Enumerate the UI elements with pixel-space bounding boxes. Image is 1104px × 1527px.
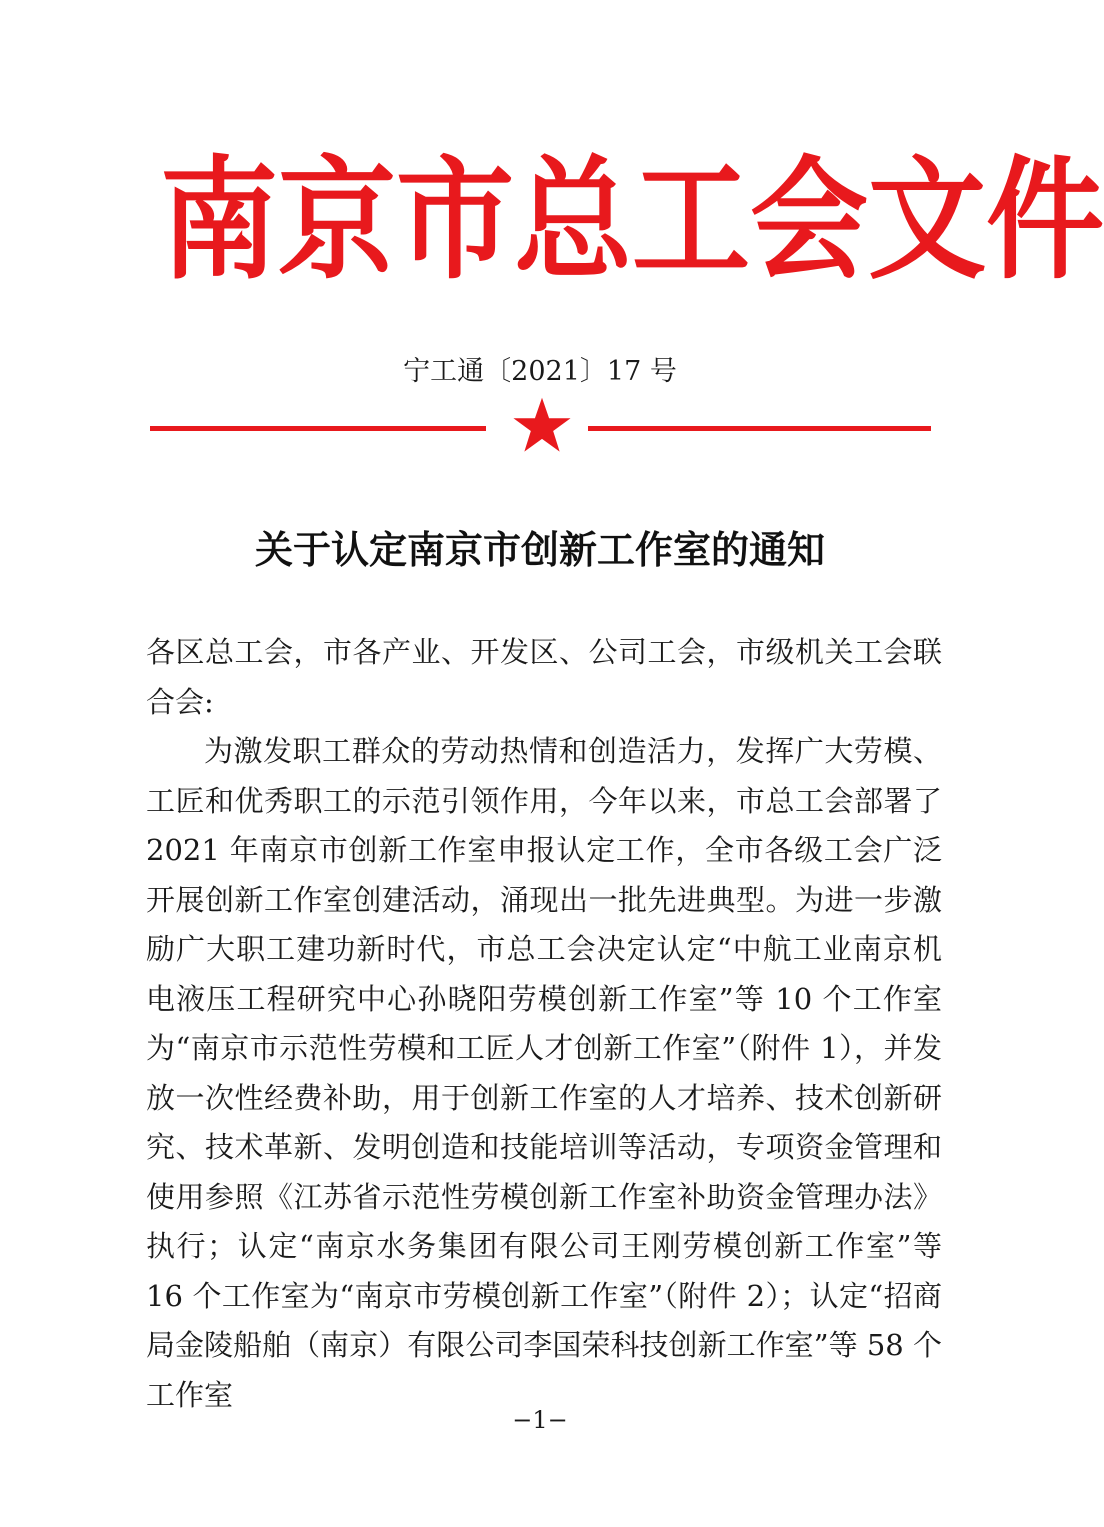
document-title: 关于认定南京市创新工作室的通知 [254,527,825,572]
masthead-char: 市 [396,141,515,298]
masthead-char: 文 [868,141,987,298]
red-rule-right [588,426,931,431]
page-number: −1− [512,1406,568,1434]
masthead-char: 京 [278,141,397,298]
masthead-char: 工 [632,141,751,298]
document-body [146,628,942,1420]
document-number: 宁工通〔2021〕17 号 [403,356,677,387]
masthead-char: 件 [986,141,1104,298]
red-rule-left [150,426,486,431]
masthead-char: 会 [750,141,869,298]
masthead-char: 南 [160,141,279,298]
red-star-icon [512,396,572,454]
body-paragraph: 为激发职工群众的劳动热情和创造活力，发挥广大劳模、工匠和优秀职工的示范引领作用，今年以来，市总工会部署了 2021 年南京市创新工作室申报认定工作，全市各级工会广泛开展创新工作室创建活动，涌现出一批先进典型。为进一步激励广大职工建功新时代，市总工会决定认定“中航工业南京机电液压工程研究中心孙晓阳劳模创新工作室”等 10 个工作室为“南京市示范性劳模和工匠人才创新工作室”（附件 1），并发放一次性经费补助，用于创新工作室的人才培养、技术创新研究、技术革新、发明创造和技能培训等活动，专项资金管理和使用参照《江苏省示范性劳模创新工作室补助资金管理办法》执行；认定“南京水务集团有限公司王刚劳模创新工作室”等 16 个工作室为“南京市劳模创新工作室”（附件 2）；认定“招商局金陵船舶（南京）有限公司李国荣科技创新工作室”等 58 个工作室 [146,734,942,1412]
masthead-title [160,141,1104,298]
masthead-char: 总 [514,141,633,298]
salutation: 各区总工会，市各产业、开发区、公司工会，市级机关工会联合会: [146,635,942,719]
